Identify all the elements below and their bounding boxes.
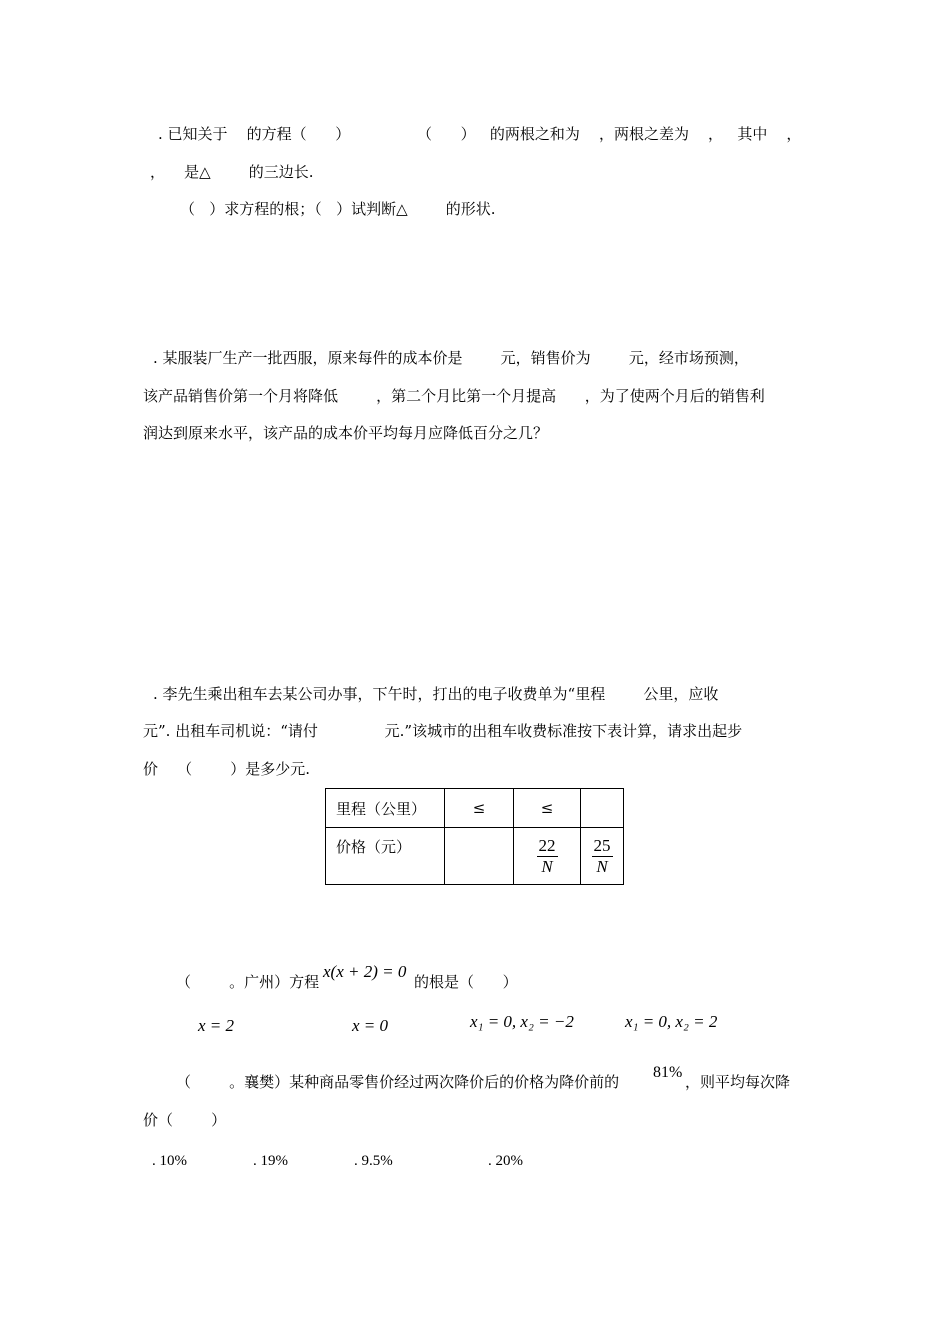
table-cell: ≤ bbox=[514, 789, 581, 828]
q2-line3: 润达到原来水平，该产品的成本价平均每月应降低百分之几？ bbox=[143, 424, 549, 442]
table-cell bbox=[514, 828, 581, 885]
q4-option-d: x₁ = 0, x₂ = 2 bbox=[625, 1012, 718, 1031]
q3-line2: 元”. 出租车司机说：“请付 元.”该城市的出租车收费标准按下表计算，请求出起步 bbox=[143, 722, 743, 740]
q5-option-c: . 9.5% bbox=[354, 1153, 393, 1169]
table-cell: 里程（公里） bbox=[326, 789, 445, 828]
fraction bbox=[592, 836, 613, 877]
q5-option-a: . 10% bbox=[152, 1153, 187, 1169]
q5-prefix: （ 。襄樊）某种商品零售价经过两次降价后的价格为降价前的 bbox=[176, 1073, 620, 1091]
fraction-denominator: N bbox=[596, 856, 608, 876]
q4-equation: x(x + 2) = 0 bbox=[323, 962, 407, 981]
table-cell bbox=[445, 828, 514, 885]
fraction-denominator: N bbox=[541, 856, 553, 876]
fraction-numerator: 25 bbox=[593, 835, 611, 855]
q5-line2: 价（ ） bbox=[143, 1111, 227, 1129]
q1-line1: . 已知关于 的方程（ ） （ ） 的两根之和为 ，两根之差为 ， 其中 ， bbox=[158, 125, 802, 143]
q5-option-b: . 19% bbox=[253, 1153, 288, 1169]
q1-line2: ， 是△ 的三边长. bbox=[150, 163, 314, 181]
table-cell: 价格（元） bbox=[326, 828, 445, 885]
table-row bbox=[326, 789, 624, 828]
table-row bbox=[326, 828, 624, 885]
q4-prefix: （ 。广州）方程 bbox=[176, 973, 320, 991]
fare-table bbox=[325, 788, 624, 885]
q4-option-b: x = 0 bbox=[352, 1016, 389, 1035]
fraction bbox=[537, 836, 558, 877]
q4-suffix: 的根是（ ） bbox=[414, 973, 518, 991]
q2-line2: 该产品销售价第一个月将降低 ，第二个月比第一个月提高 ，为了使两个月后的销售利 bbox=[143, 387, 765, 405]
q4-option-a: x = 2 bbox=[198, 1016, 235, 1035]
table-cell bbox=[581, 789, 624, 828]
q1-line3: （ ）求方程的根；（ ）试判断△ 的形状. bbox=[180, 200, 496, 218]
q5-suffix: ，则平均每次降 bbox=[685, 1073, 791, 1091]
fraction-numerator: 22 bbox=[538, 835, 556, 855]
q3-line1: . 李先生乘出租车去某公司办事，下午时，打出的电子收费单为“里程 公里，应收 bbox=[153, 685, 719, 703]
table-cell: ≤ bbox=[445, 789, 514, 828]
q3-line3: 价 （ ）是多少元. bbox=[143, 760, 310, 778]
q2-line1: . 某服装厂生产一批西服，原来每件的成本价是 元，销售价为 元，经市场预测， bbox=[153, 349, 749, 367]
q5-option-d: . 20% bbox=[488, 1153, 523, 1169]
table-cell bbox=[581, 828, 624, 885]
q5-percent: 81% bbox=[653, 1064, 683, 1081]
q4-option-c: x₁ = 0, x₂ = −2 bbox=[470, 1012, 574, 1031]
